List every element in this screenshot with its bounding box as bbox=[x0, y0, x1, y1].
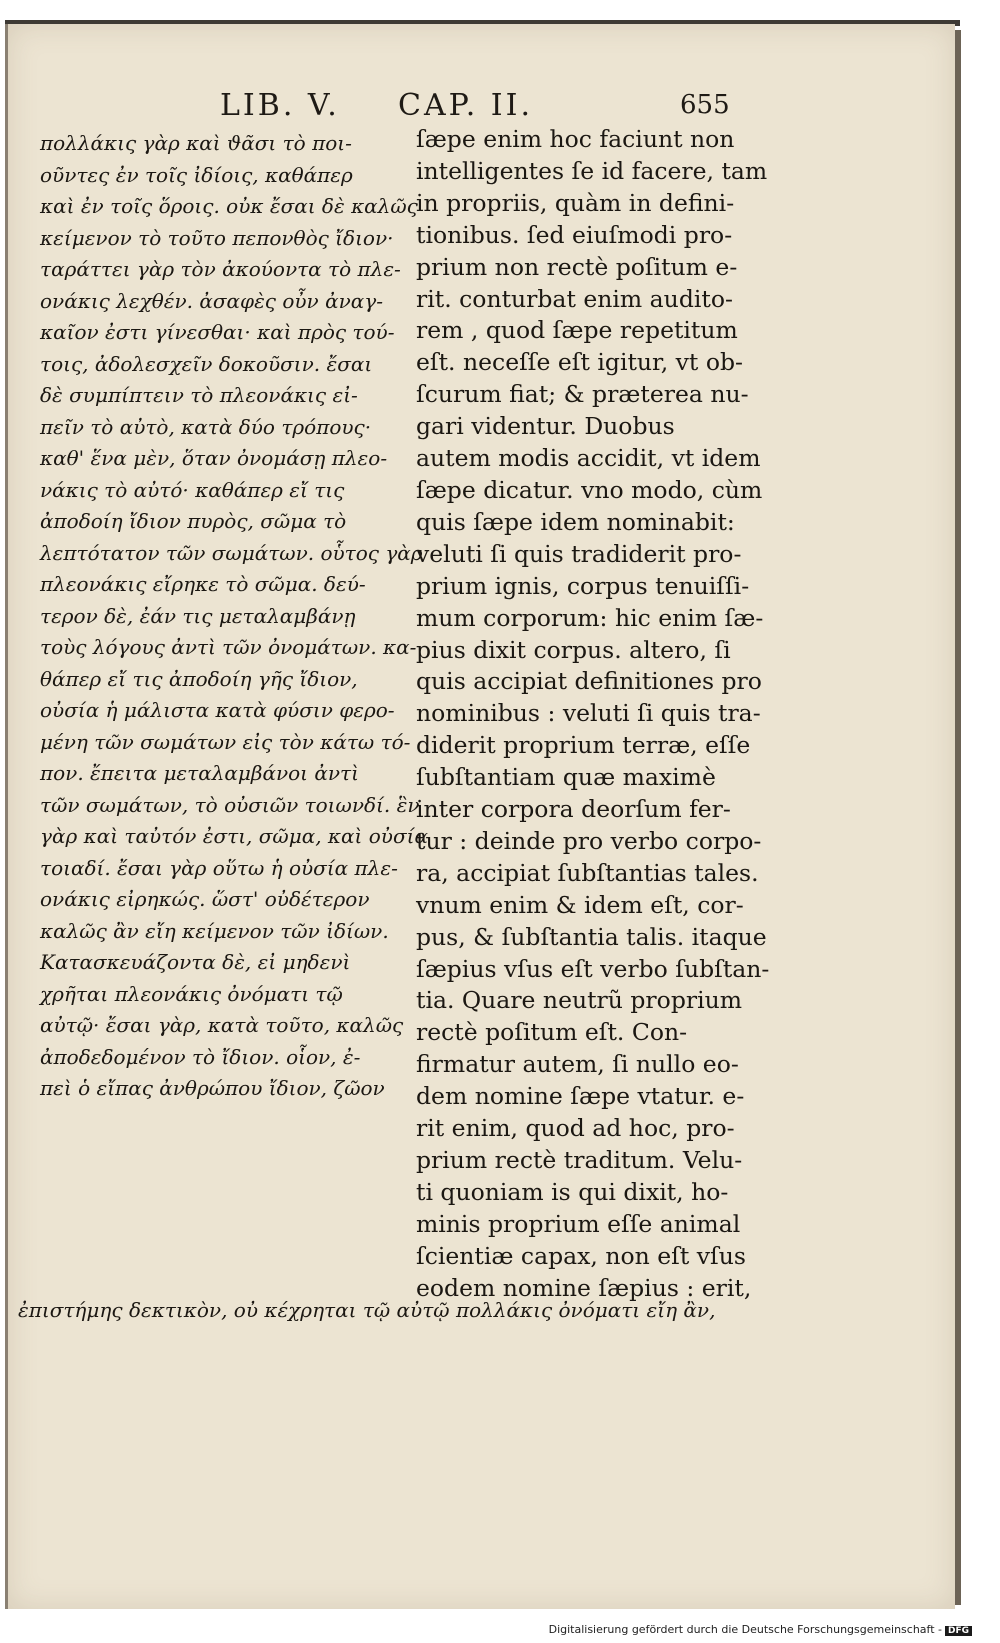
greek-text-line: πον. ἔπειτα μεταλαμβάνοι ἀντὶ bbox=[40, 761, 359, 785]
latin-text-line: ſæpe dicatur. vno modo, cùm bbox=[416, 475, 763, 504]
latin-text-line: pius dixit corpus. altero, ſi bbox=[416, 635, 731, 664]
greek-text-line: γὰρ καὶ ταὐτόν ἐστι, σῶμα, καὶ οὐσία bbox=[40, 824, 428, 848]
greek-text-line: πλεονάκις εἴρηκε τὸ σῶμα. δεύ- bbox=[40, 572, 366, 596]
latin-column bbox=[416, 124, 770, 1305]
latin-text-line: ti quoniam is qui dixit, ho- bbox=[416, 1177, 729, 1206]
latin-text-line: ſcientiæ capax, non eſt vſus bbox=[416, 1241, 746, 1270]
latin-text-line: quis accipiat definitiones pro bbox=[416, 667, 762, 696]
greek-text-line: καλῶς ἂν εἴη κείμενον τῶν ἰδίων. bbox=[40, 918, 389, 943]
greek-text-line: τοὺς λόγους ἀντὶ τῶν ὀνομάτων. κα- bbox=[40, 635, 417, 659]
latin-text-line: rit. conturbat enim audito- bbox=[416, 284, 733, 313]
greek-text-line: οὐσία ἡ μάλιστα κατὰ φύσιν φερο- bbox=[40, 698, 395, 722]
greek-text-line: ἀποδοίη ἴδιον πυρὸς, σῶμα τὸ bbox=[40, 509, 347, 533]
latin-text-line: dem nomine ſæpe vtatur. e- bbox=[416, 1082, 745, 1111]
latin-text-line: tur : deinde pro verbo corpo- bbox=[416, 826, 762, 855]
running-head-book: LIB. V. bbox=[220, 88, 340, 123]
greek-text-line: τοιαδί. ἔσαι γὰρ οὕτω ἡ οὐσία πλε- bbox=[40, 855, 398, 880]
latin-text-line: nominibus : veluti ſi quis tra- bbox=[416, 699, 761, 728]
greek-column bbox=[40, 128, 428, 1105]
digitization-credit bbox=[549, 1623, 972, 1636]
credit-text: Digitalisierung gefördert durch die Deutsche Forschungsgemeinschaft - bbox=[548, 1623, 942, 1636]
latin-text-line: ra, accipiat ſubſtantias tales. bbox=[416, 858, 759, 887]
latin-text-line: ſcurum fiat; & præterea nu- bbox=[416, 380, 749, 409]
latin-text-line: eodem nomine ſæpius : erit, bbox=[416, 1273, 752, 1302]
greek-text-line: καὶ ἐν τοῖς ὅροις. οὐκ ἔσαι δὲ καλῶς bbox=[40, 194, 418, 218]
greek-text-line: ἀποδεδομένον τὸ ἴδιον. οἷον, ἐ- bbox=[40, 1044, 361, 1069]
latin-text-line: ſæpe enim hoc faciunt non bbox=[416, 125, 735, 153]
latin-text-line: pus, & ſubſtantia talis. itaque bbox=[416, 922, 767, 951]
latin-text-line: tionibus. ſed eiuſmodi pro- bbox=[416, 220, 733, 249]
greek-text-line: πεὶ ὁ εἴπας ἀνθρώπου ἴδιον, ζῶον bbox=[40, 1076, 385, 1100]
latin-text-line: vnum enim & idem eſt, cor- bbox=[416, 890, 744, 919]
latin-text-line: eſt. neceſſe eſt igitur, vt ob- bbox=[416, 348, 743, 377]
latin-text-line: rit enim, quod ad hoc, pro- bbox=[416, 1114, 735, 1143]
latin-text-line: firmatur autem, ſi nullo eo- bbox=[416, 1050, 739, 1079]
latin-text-line: inter corpora deorſum fer- bbox=[416, 795, 731, 824]
latin-text-line: in propriis, quàm in defini- bbox=[416, 188, 735, 217]
greek-text-line: καθ' ἕνα μὲν, ὅταν ὀνομάσῃ πλεο- bbox=[40, 446, 388, 470]
latin-text-line: minis proprium eſſe animal bbox=[416, 1209, 741, 1238]
latin-text-line: quis ſæpe idem nominabit: bbox=[416, 507, 735, 536]
greek-text-line: δὲ συμπίπτειν τὸ πλεονάκις εἰ- bbox=[40, 383, 358, 407]
greek-text-line: ονάκις λεχθέν. ἀσαφὲς οὖν ἀναγ- bbox=[40, 288, 383, 313]
latin-text-line: prium non rectè poſitum e- bbox=[416, 252, 738, 281]
latin-text-line: ſubſtantiam quæ maximè bbox=[416, 763, 716, 792]
greek-text-line: οῦντες ἐν τοῖς ἰδίοις, καθάπερ bbox=[40, 162, 353, 187]
greek-text-line: κείμενον τὸ τοῦτο πεπονθὸς ἴδιον· bbox=[40, 225, 394, 250]
latin-text-line: autem modis accidit, vt idem bbox=[416, 444, 761, 473]
greek-text-line: μένη τῶν σωμάτων εἰς τὸν κάτω τό- bbox=[40, 729, 411, 754]
greek-text-line: τερον δὲ, ἐάν τις μεταλαμβάνῃ bbox=[40, 603, 356, 628]
greek-text-line: νάκις τὸ αὐτό· καθάπερ εἴ τις bbox=[40, 477, 345, 502]
greek-text-line: λεπτότατον τῶν σωμάτων. οὗτος γὰρ bbox=[40, 540, 423, 565]
greek-text-line: αὐτῷ· ἔσαι γὰρ, κατὰ τοῦτο, καλῶς bbox=[40, 1013, 404, 1037]
greek-text-line: τῶν σωμάτων, τὸ οὐσιῶν τοιωνδί. ἓν bbox=[40, 792, 420, 817]
latin-text-line: gari videntur. Duobus bbox=[416, 412, 675, 441]
greek-text-line: καῖον ἐστι γίνεσθαι· καὶ πρὸς τού- bbox=[40, 320, 395, 344]
latin-text-line: intelligentes ſe id facere, tam bbox=[416, 156, 768, 185]
latin-text-line: diderit proprium terræ, eſſe bbox=[416, 731, 751, 760]
latin-text-line: prium rectè traditum. Velu- bbox=[416, 1146, 743, 1174]
greek-text-line: πεῖν τὸ αὐτὸ, κατὰ δύο τρόπους· bbox=[40, 414, 372, 439]
dfg-logo: DFG bbox=[945, 1626, 972, 1636]
running-head-chapter: CAP. II. bbox=[398, 88, 534, 123]
greek-text-line: ονάκις εἰρηκώς. ὥστ' οὐδέτερον bbox=[40, 887, 370, 911]
latin-text-line: mum corporum: hic enim ſæ- bbox=[416, 603, 764, 632]
latin-text-line: rectè poſitum eſt. Con- bbox=[416, 1018, 688, 1047]
greek-continuation-line: ἐπιστήμης δεκτικὸν, οὐ κέχρηται τῷ αὐτῷ πολλάκις ὀνόματι εἴη ἂν, bbox=[18, 1298, 716, 1322]
latin-text-line: ſæpius vſus eſt verbo ſubſtan- bbox=[416, 954, 770, 983]
latin-text-line: prium ignis, corpus tenuiſſi- bbox=[416, 571, 750, 600]
latin-text-line: tia. Quare neutrũ proprium bbox=[416, 986, 743, 1015]
greek-text-line: θάπερ εἴ τις ἀποδοίη γῆς ἴδιον, bbox=[40, 666, 358, 691]
page-right-edge bbox=[955, 30, 961, 1605]
greek-text-line: Κατασκευάζοντα δὲ, εἰ μηδενὶ bbox=[40, 950, 351, 974]
greek-text-line: τοις, ἀδολεσχεῖν δοκοῦσιν. ἔσαι bbox=[40, 351, 373, 376]
page-number: 655 bbox=[680, 90, 730, 120]
greek-text-line: χρῆται πλεονάκις ὀνόματι τῷ bbox=[40, 981, 343, 1006]
greek-text-line: πολλάκις γὰρ καὶ ϑᾶσι τὸ ποι- bbox=[40, 131, 352, 155]
latin-text-line: veluti ſi quis tradiderit pro- bbox=[416, 539, 742, 568]
greek-text-line: ταράττει γὰρ τὸν ἀκούοντα τὸ πλε- bbox=[40, 257, 401, 281]
latin-text-line: rem , quod ſæpe repetitum bbox=[416, 316, 738, 345]
